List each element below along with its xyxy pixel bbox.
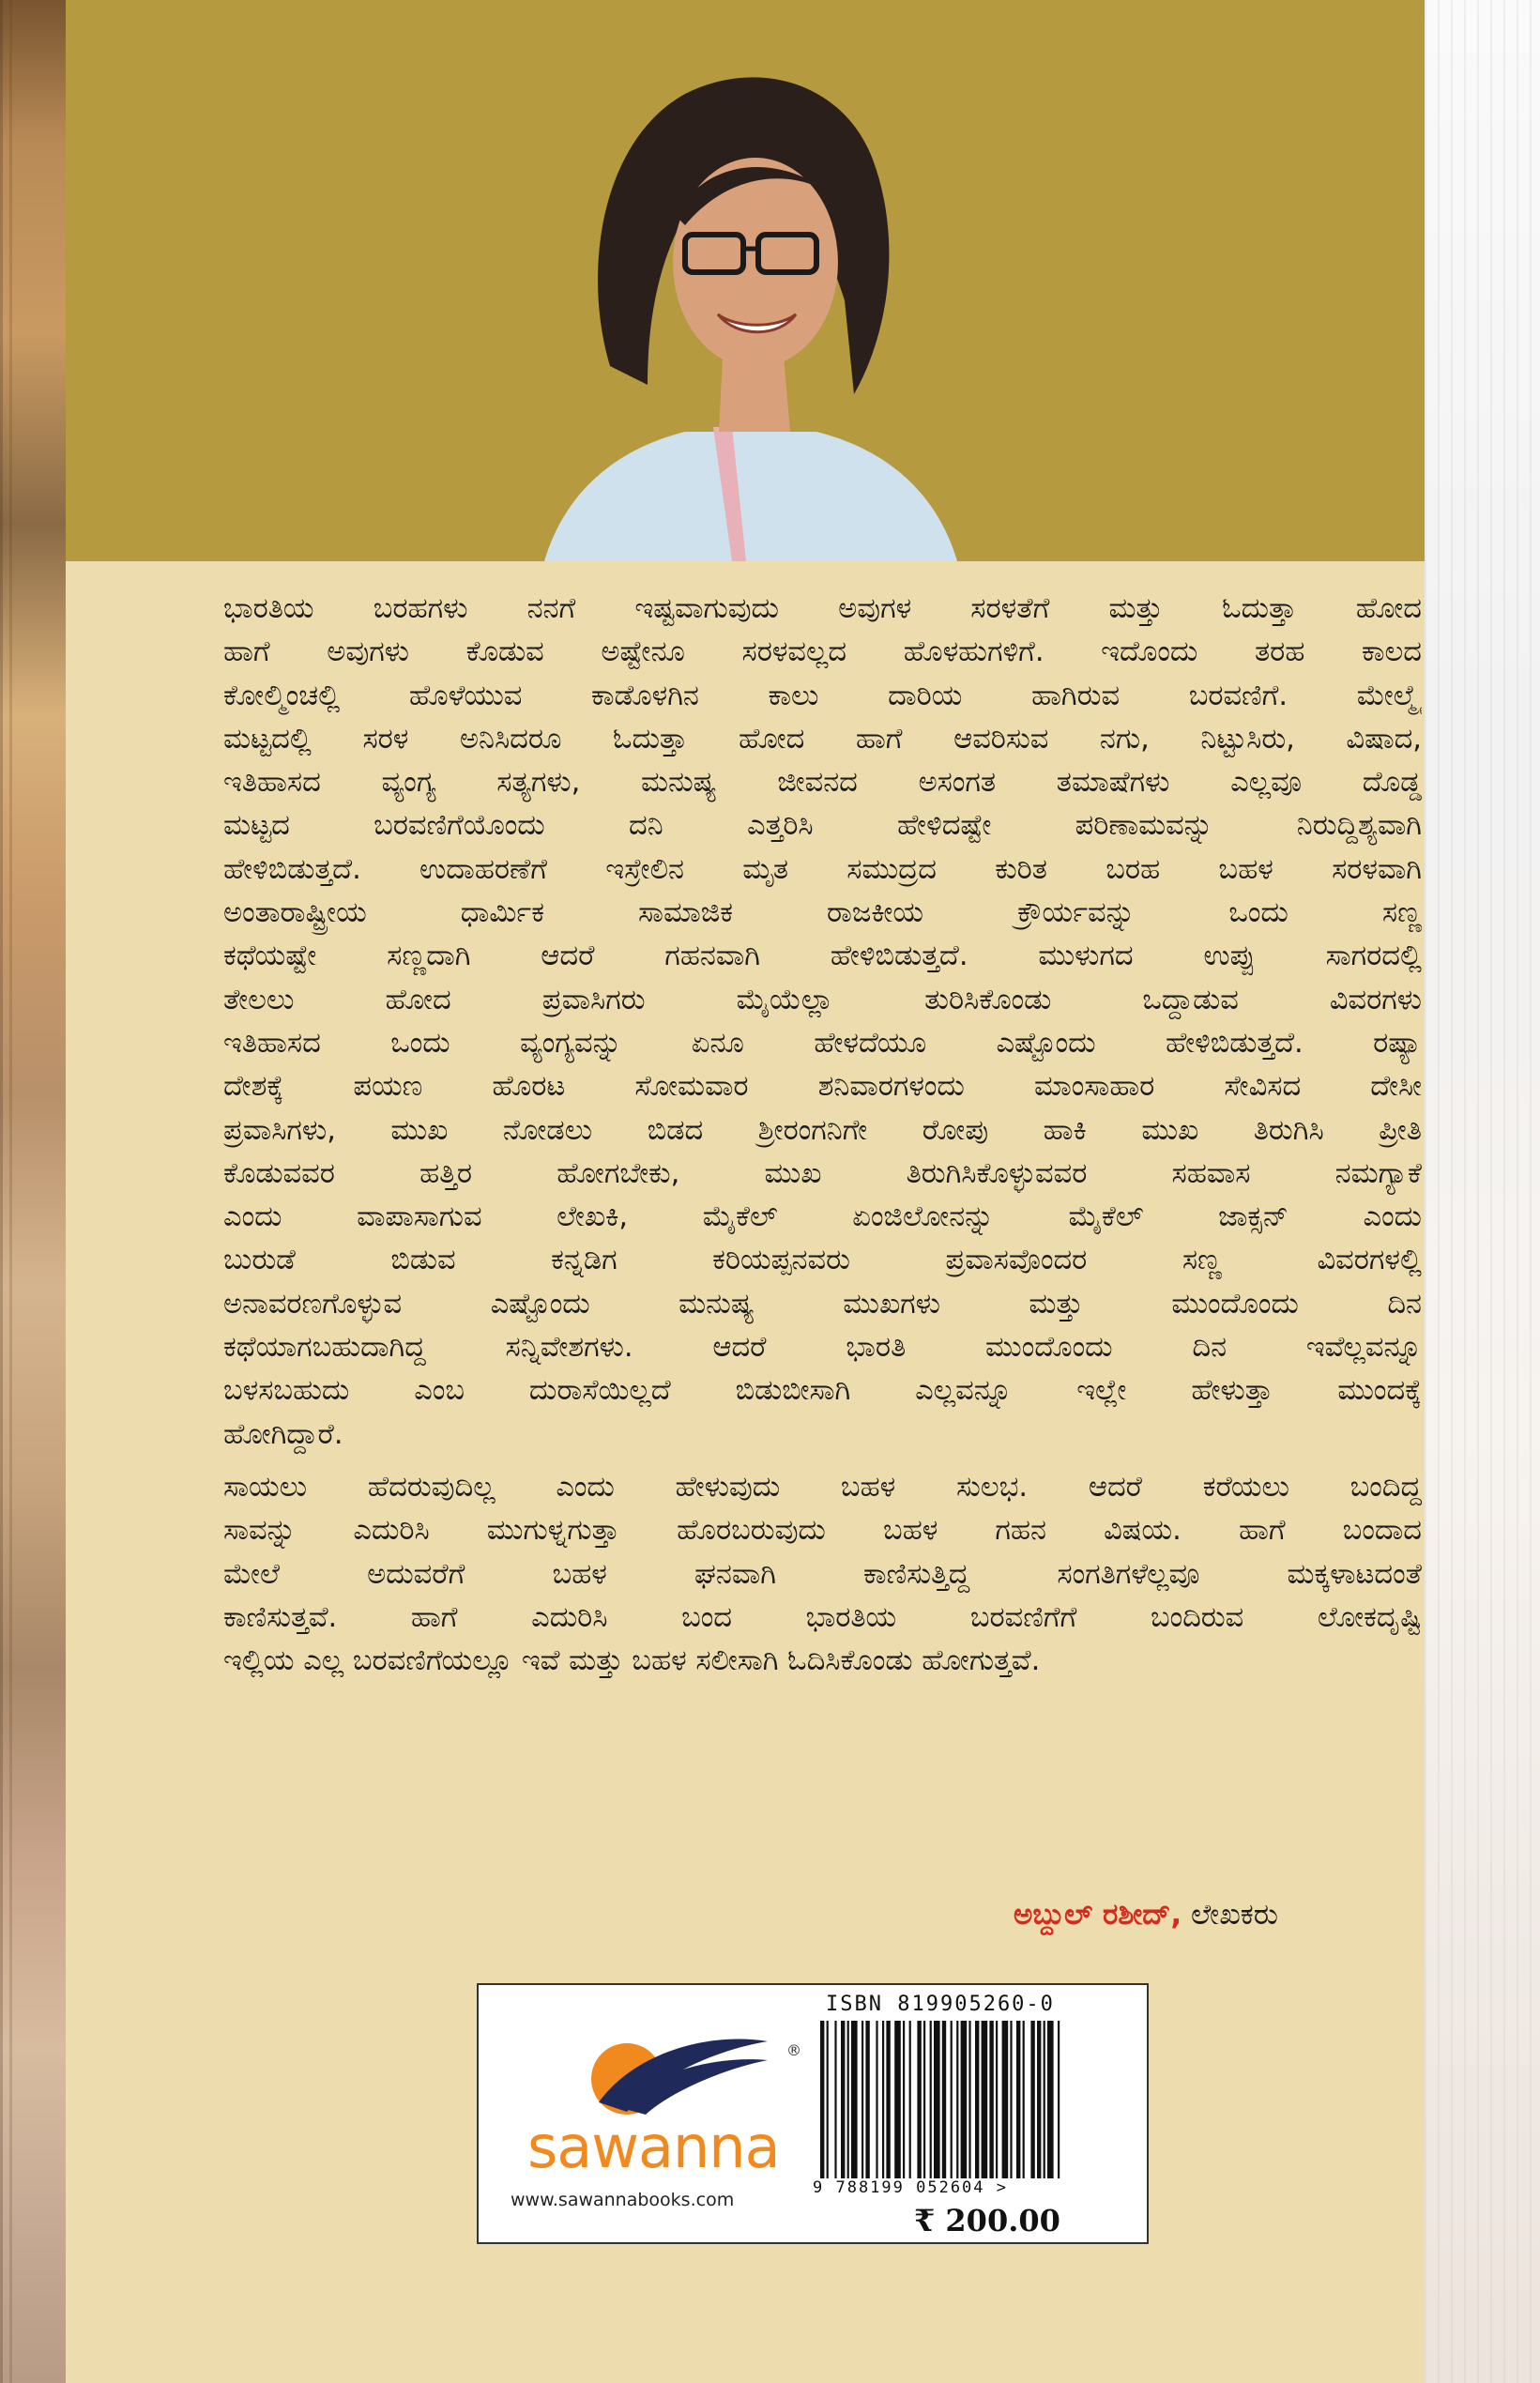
text-line: ದೇಶಕ್ಕೆ ಪಯಣ ಹೊರಟ ಸೋಮವಾರ ಶನಿವಾರಗಳಂದು ಮಾಂಸಾಹಾರ ಸೇವಿಸದ ದೇಸೀ <box>223 1070 1422 1104</box>
text-line: ಹೋಗಿದ್ದಾರೆ. <box>223 1417 343 1451</box>
sun-wave-logo-icon <box>496 2013 777 2116</box>
text-line: ತೇಲಲು ಹೋದ ಪ್ರವಾಸಿಗರು ಮೈಯೆಲ್ಲಾ ತುರಿಸಿಕೊಂಡು ಒದ್ದಾಡುವ ವಿವರಗಳು <box>223 983 1422 1016</box>
text-line: ಕಥೆಯಾಗಬಹುದಾಗಿದ್ದ ಸನ್ನಿವೇಶಗಳು. ಆದರೆ ಭಾರತಿ ಮುಂದೊಂದು ದಿನ ಇವೆಲ್ಲವನ್ನೂ <box>223 1331 1422 1365</box>
barcode-bars <box>818 2021 1134 2178</box>
barcode-digits: 9 788199 052604 > <box>813 2178 1008 2197</box>
blurb-text <box>223 588 1422 1683</box>
text-line: ಪ್ರವಾಸಿಗಳು, ಮುಖ ನೋಡಲು ಬಿಡದ ಶ್ರೀರಂಗನಿಗೇ ರೋಪು ಹಾಕಿ ಮುಖ ತಿರುಗಿಸಿ ಪ್ರೀತಿ <box>223 1113 1422 1147</box>
signature-author-name: ಅಬ್ದುಲ್ ರಶೀದ್, <box>1013 1898 1182 1932</box>
text-line: ಮಟ್ಟದಲ್ಲಿ ಸರಳ ಅನಿಸಿದರೂ ಓದುತ್ತಾ ಹೋದ ಹಾಗೆ ಆವರಿಸುವ ನಗು, ನಿಟ್ಟುಸಿರು, ವಿಷಾದ, <box>223 722 1422 756</box>
publisher-url: www.sawannabooks.com <box>511 2190 735 2210</box>
text-line: ಕಥೆಯಷ್ಟೇ ಸಣ್ಣದಾಗಿ ಆದರೆ ಗಹನವಾಗಿ ಹೇಳಿಬಿಡುತ್ತದೆ. ಮುಳುಗದ ಉಪ್ಪು ಸಾಗರದಲ್ಲಿ <box>223 939 1422 973</box>
text-line: ಬುರುಡೆ ಬಿಡುವ ಕನ್ನಡಿಗ ಕರಿಯಪ್ಪನವರು ಪ್ರವಾಸವೊಂದರ ಸಣ್ಣ ವಿವರಗಳಲ್ಲಿ <box>223 1244 1422 1277</box>
signature <box>1014 1898 1278 1932</box>
publisher-logo-word: sawanna <box>527 2113 780 2181</box>
isbn-label: ISBN 819905260-0 <box>826 1993 1055 2016</box>
text-line: ಅನಾವರಣಗೊಳ್ಳುವ ಎಷ್ಟೊಂದು ಮನುಷ್ಯ ಮುಖಗಳು ಮತ್ತು ಮುಂದೊಂದು ದಿನ <box>223 1287 1422 1321</box>
publisher-logo <box>496 2013 801 2229</box>
text-line: ಇಲ್ಲಿಯ ಎಲ್ಲ ಬರವಣಿಗೆಯಲ್ಲೂ ಇವೆ ಮತ್ತು ಬಹಳ ಸಲೀಸಾಗಿ ಓದಿಸಿಕೊಂಡು ಹೋಗುತ್ತವೆ. <box>223 1644 1041 1678</box>
text-line: ಹೇಳಿಬಿಡುತ್ತದೆ. ಉದಾಹರಣೆಗೆ ಇಸ್ರೇಲಿನ ಮೃತ ಸಮುದ್ರದ ಕುರಿತ ಬರಹ ಬಹಳ ಸರಳವಾಗಿ <box>223 852 1422 886</box>
text-line: ಕೋಲ್ಮಿಂಚಲ್ಲಿ ಹೊಳೆಯುವ ಕಾಡೊಳಗಿನ ಕಾಲು ದಾರಿಯ ಹಾಗಿರುವ ಬರವಣಿಗೆ. ಮೇಲ್ಮೈ <box>223 679 1422 712</box>
price: ₹ 200.00 <box>914 2203 1060 2238</box>
text-line: ಎಂದು ವಾಪಾಸಾಗುವ ಲೇಖಕಿ, ಮೈಕೆಲ್ ಏಂಜಿಲೋನನ್ನು ಮೈಕೆಲ್ ಜಾಕ್ಸನ್ ಎಂದು <box>223 1200 1422 1234</box>
back-cover-panel <box>66 0 1425 2383</box>
text-line: ಇತಿಹಾಸದ ಒಂದು ವ್ಯಂಗ್ಯವನ್ನು ಏನೂ ಹೇಳದೆಯೂ ಎಷ್ಟೊಂದು ಹೇಳಿಬಿಡುತ್ತದೆ. ರಷ್ಯಾ <box>223 1026 1422 1060</box>
author-portrait <box>544 56 957 561</box>
text-line: ಕಾಣಿಸುತ್ತವೆ. ಹಾಗೆ ಎದುರಿಸಿ ಬಂದ ಭಾರತಿಯ ಬರವಣಿಗೆಗೆ ಬಂದಿರುವ ಲೋಕದೃಷ್ಟಿ <box>223 1600 1422 1634</box>
text-line: ಹಾಗೆ ಅವುಗಳು ಕೊಡುವ ಅಷ್ಟೇನೂ ಸರಳವಲ್ಲದ ಹೊಳಹುಗಳಿಗೆ. ಇದೊಂದು ತರಹ ಕಾಲದ <box>223 635 1422 669</box>
text-line: ಸಾಯಲು ಹೆದರುವುದಿಲ್ಲ ಎಂದು ಹೇಳುವುದು ಬಹಳ ಸುಲಭ. ಆದರೆ ಕರೆಯಲು ಬಂದಿದ್ದ <box>223 1470 1422 1504</box>
text-line: ಕೊಡುವವರ ಹತ್ತಿರ ಹೋಗಬೇಕು, ಮುಖ ತಿರುಗಿಸಿಕೊಳ್ಳುವವರ ಸಹವಾಸ ನಮಗ್ಯಾಕೆ <box>223 1156 1422 1190</box>
text-line: ಬಳಸಬಹುದು ಎಂಬ ದುರಾಸೆಯಿಲ್ಲದೆ ಬಿಡುಬೀಸಾಗಿ ಎಲ್ಲವನ್ನೂ ಇಲ್ಲೇ ಹೇಳುತ್ತಾ ಮುಂದಕ್ಕೆ <box>223 1374 1422 1408</box>
text-line: ಮೇಲೆ ಅದುವರೆಗೆ ಬಹಳ ಘನವಾಗಿ ಕಾಣಿಸುತ್ತಿದ್ದ ಸಂಗತಿಗಳೆಲ್ಲವೂ ಮಕ್ಕಳಾಟದಂತೆ <box>223 1557 1422 1591</box>
text-line: ಭಾರತಿಯ ಬರಹಗಳು ನನಗೆ ಇಷ್ಟವಾಗುವುದು ಅವುಗಳ ಸರಳತೆಗೆ ಮತ್ತು ಓದುತ್ತಾ ಹೋದ <box>223 592 1422 625</box>
text-line: ಸಾವನ್ನು ಎದುರಿಸಿ ಮುಗುಳ್ನಗುತ್ತಾ ಹೊರಬರುವುದು ಬಹಳ ಗಹನ ವಿಷಯ. ಹಾಗೆ ಬಂದಾದ <box>223 1514 1422 1548</box>
registered-mark: ® <box>786 2041 801 2059</box>
blurb-paragraph-1 <box>223 588 1422 1457</box>
text-line: ಇತಿಹಾಸದ ವ್ಯಂಗ್ಯ ಸತ್ಯಗಳು, ಮನುಷ್ಯ ಜೀವನದ ಅಸಂಗತ ತಮಾಷೆಗಳು ಎಲ್ಲವೂ ದೊಡ್ಡ <box>223 766 1422 800</box>
text-line: ಅಂತಾರಾಷ್ಟ್ರೀಯ ಧಾರ್ಮಿಕ ಸಾಮಾಜಿಕ ರಾಜಕೀಯ ಕ್ರೌರ್ಯವನ್ನು ಒಂದು ಸಣ್ಣ <box>223 896 1422 930</box>
signature-role: ಲೇಖಕರು <box>1182 1898 1278 1932</box>
blurb-paragraph-2 <box>223 1466 1422 1683</box>
author-photo-band <box>66 0 1425 561</box>
text-line: ಮಟ್ಟದ ಬರವಣಿಗೆಯೊಂದು ದನಿ ಎತ್ತರಿಸಿ ಹೇಳಿದಷ್ಟೇ ಪರಿಣಾಮವನ್ನು ನಿರುದ್ದಿಶ್ಯವಾಗಿ <box>223 809 1422 843</box>
publisher-barcode-box <box>477 1983 1149 2244</box>
right-cover-edge <box>1425 0 1540 2383</box>
left-cover-edge <box>0 0 66 2383</box>
